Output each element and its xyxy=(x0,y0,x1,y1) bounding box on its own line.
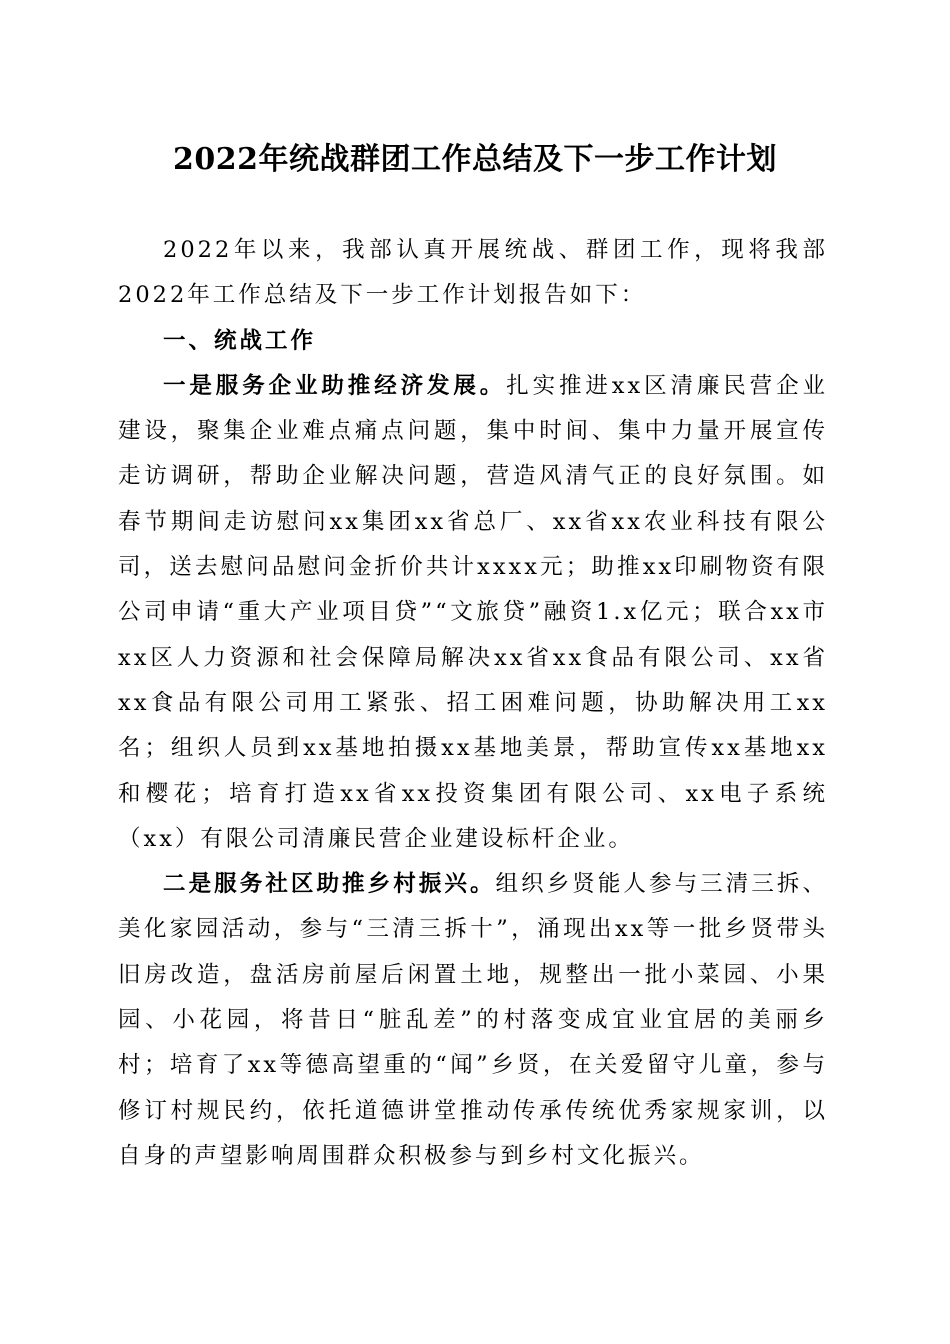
paragraph-lead-community: 二是服务社区助推乡村振兴。 xyxy=(163,871,496,898)
document-title: 2022年统战群团工作总结及下一步工作计划 xyxy=(173,142,777,177)
intro-paragraph: 2022年以来，我部认真开展统战、群团工作，现将我部2022年工作总结及下一步工作计划报告如下： xyxy=(118,237,828,309)
paragraph-community-service xyxy=(118,862,828,1179)
section-heading-united-front: 一、统战工作 xyxy=(163,327,317,354)
paragraph-text-community: 组织乡贤能人参与三清三拆、美化家园活动，参与“三清三拆十”，涌现出xx等一批乡贤带头旧房改造，盘活房前屋后闲置土地，规整出一批小菜园、小果园、小花园，将昔日“脏乱差”的村落变成宜业宜居的美丽乡村；培育了xx等德高望重的“闻”乡贤，在关爱留守儿童，参与修订村规民约，依托道德讲堂推动传承传统优秀家规家训，以自身的声望影响周围群众积极参与到乡村文化振兴。 xyxy=(118,871,828,1169)
paragraph-enterprise-service xyxy=(118,364,828,862)
document-body xyxy=(118,228,828,1179)
paragraph-text-enterprise: 扎实推进xx区清廉民营企业建设，聚集企业难点痛点问题，集中时间、集中力量开展宣传走访调研，帮助企业解决问题，营造风清气正的良好氛围。如春节期间走访慰问xx集团xx省总厂、xx省xx农业科技有限公司，送去慰问品慰问金折价共计xxxx元；助推xx印刷物资有限公司申请“重大产业项目贷”“文旅贷”融资1.x亿元；联合xx市xx区人力资源和社会保障局解决xx省xx食品有限公司、xx省xx食品有限公司用工紧张、招工困难问题，协助解决用工xx名；组织人员到xx基地拍摄xx基地美景，帮助宣传xx基地xx和樱花；培育打造xx省xx投资集团有限公司、xx电子系统（xx）有限公司清廉民营企业建设标杆企业。 xyxy=(118,372,828,852)
paragraph-lead-enterprise: 一是服务企业助推经济发展。 xyxy=(163,372,507,399)
